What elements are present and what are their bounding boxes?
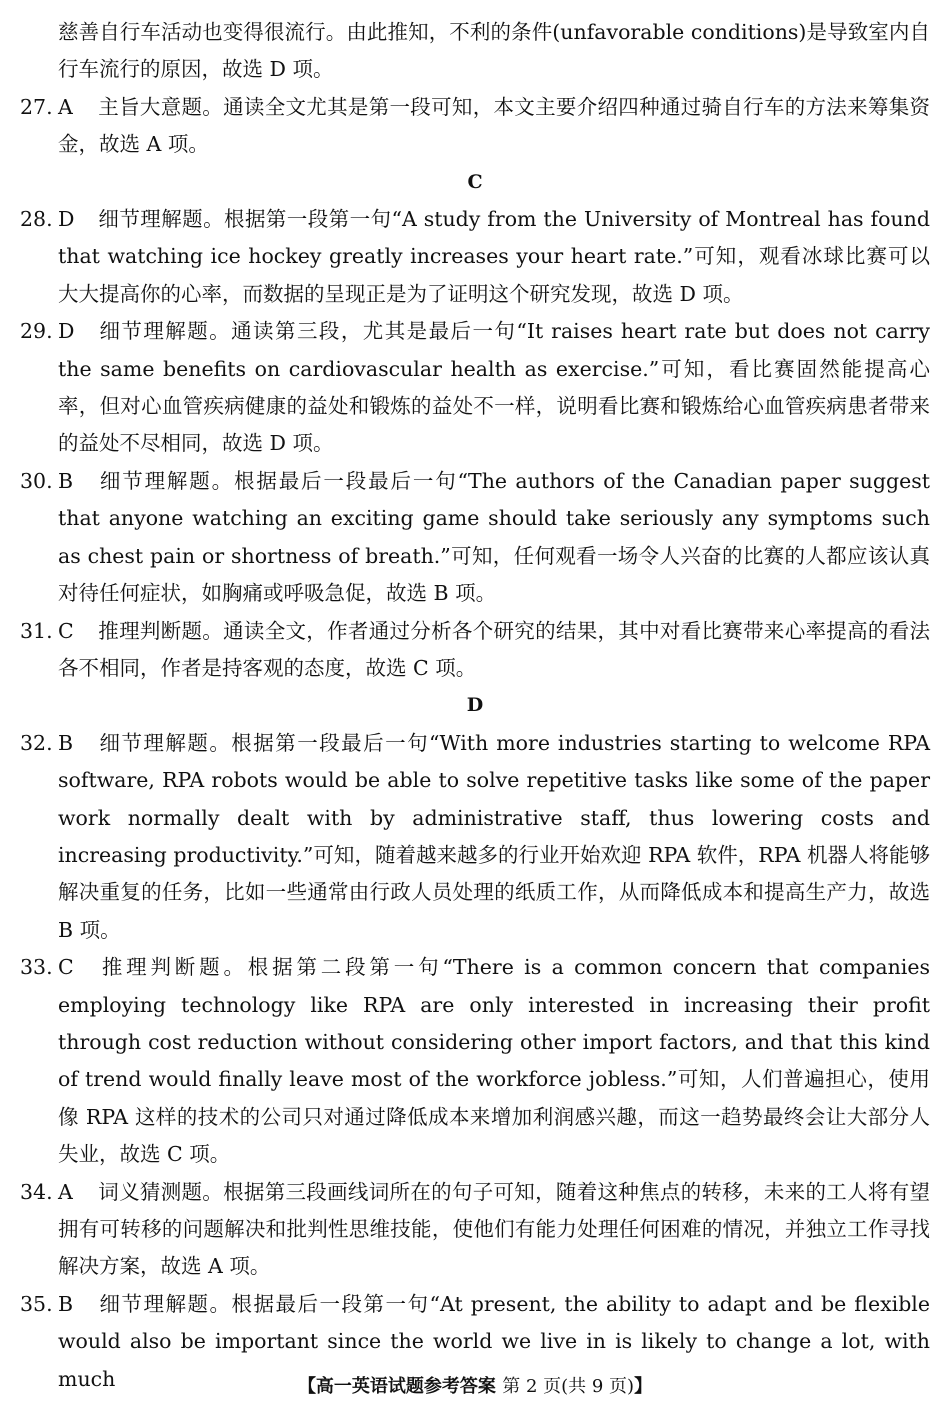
answer-letter: A bbox=[58, 94, 73, 119]
question-number: 34. bbox=[20, 1179, 53, 1204]
answer-item-33 bbox=[20, 949, 930, 1173]
answer-item-28 bbox=[20, 201, 930, 313]
answer-letter: B bbox=[58, 468, 74, 493]
answer-letter: C bbox=[58, 618, 74, 643]
section-heading-c: C bbox=[467, 170, 483, 193]
answer-letter: A bbox=[58, 1179, 73, 1204]
answer-item-30 bbox=[20, 463, 930, 613]
question-number: 32. bbox=[20, 730, 53, 755]
question-number: 28. bbox=[20, 207, 53, 232]
question-number: 27. bbox=[20, 94, 53, 119]
answer-letter: B bbox=[58, 730, 74, 755]
answer-item-31 bbox=[20, 613, 930, 688]
answer-letter: D bbox=[58, 319, 75, 344]
question-number: 31. bbox=[20, 618, 53, 643]
explanation-text: 推理判断题。通读全文，作者通过分析各个研究的结果，其中对看比赛带来心率提高的看法各不相同，作者是持客观的态度，故选 C 项。 bbox=[58, 618, 930, 680]
answer-letter: C bbox=[58, 955, 74, 980]
page-content bbox=[20, 14, 930, 1398]
answer-item-34 bbox=[20, 1174, 930, 1286]
answer-letter: B bbox=[58, 1291, 74, 1316]
explanation-text: 细节理解题。根据第一段第一句“A study from the University of Montreal has found that watching ice hockey greatly increases your heart rate.”可知，观看冰球比赛可以大大提高你的心率，而数据的呈现正是为了证明这个研究发现，故选 D 项。 bbox=[58, 207, 930, 306]
answer-item-27 bbox=[20, 89, 930, 164]
continued-paragraph: 慈善自行车活动也变得很流行。由此推知，不利的条件(unfavorable conditions)是导致室内自行车流行的原因，故选 D 项。 bbox=[58, 20, 930, 82]
answer-letter: D bbox=[58, 207, 75, 232]
footer-page-number: 第 2 页(共 9 页) bbox=[502, 1376, 635, 1397]
explanation-text: 细节理解题。根据第一段最后一句“With more industries starting to welcome RPA software, RPA robots would be able to solve repetitive tasks like some of the paper work normally dealt with by administrative staff, thus lowering costs and increasing productivity.”可知，随着越来越多的行业开始欢迎 RPA 软件，RPA 机器人将能够解决重复的任务，比如一些通常由行政人员处理的纸质工作，从而降低成本和提高生产力，故选 B 项。 bbox=[58, 730, 930, 942]
footer-close-bracket: 】 bbox=[634, 1376, 653, 1397]
explanation-text: 细节理解题。根据最后一段最后一句“The authors of the Canadian paper suggest that anyone watching an exciting game should take seriously any symptoms such as chest pain or shortness of breath.”可知，任何观看一场令人兴奋的比赛的人都应该认真对待任何症状，如胸痛或呼吸急促，故选 B 项。 bbox=[58, 468, 930, 606]
answer-item-32 bbox=[20, 725, 930, 949]
footer-title: 【高一英语试题参考答案 bbox=[297, 1376, 496, 1397]
question-number: 35. bbox=[20, 1291, 53, 1316]
explanation-text: 推理判断题。根据第二段第一句“There is a common concern that companies employing technology like RPA are only interested in increasing their profit through cost reduction without considering other import factors, and that this kind of trend would finally leave most of the workforce jobless.”可知，人们普遍担心，使用像 RPA 这样的技术的公司只对通过降低成本来增加利润感兴趣，而这一趋势最终会让大部分人失业，故选 C 项。 bbox=[58, 955, 930, 1167]
section-heading-d: D bbox=[466, 694, 484, 717]
explanation-text: 细节理解题。根据最后一段第一句“At present, the ability to adapt and be flexible would also be important since the world we live in is likely to change a lot, with much bbox=[58, 1291, 930, 1391]
question-number: 30. bbox=[20, 468, 53, 493]
explanation-text: 细节理解题。通读第三段，尤其是最后一句“It raises heart rate but does not carry the same benefits on cardiovascular health as exercise.”可知，看比赛固然能提高心率，但对心血管疾病健康的益处和锻炼的益处不一样，说明看比赛和锻炼给心血管疾病患者带来的益处不尽相同，故选 D 项。 bbox=[58, 319, 930, 456]
explanation-text: 词义猜测题。根据第三段画线词所在的句子可知，随着这种焦点的转移，未来的工人将有望拥有可转移的问题解决和批判性思维技能，使他们有能力处理任何困难的情况，并独立工作寻找解决方案，故选 A 项。 bbox=[58, 1179, 930, 1279]
question-number: 33. bbox=[20, 955, 53, 980]
question-number: 29. bbox=[20, 319, 53, 344]
answer-item-29 bbox=[20, 313, 930, 463]
page-footer bbox=[0, 1372, 950, 1398]
explanation-text: 主旨大意题。通读全文尤其是第一段可知，本文主要介绍四种通过骑自行车的方法来筹集资金，故选 A 项。 bbox=[58, 94, 930, 157]
